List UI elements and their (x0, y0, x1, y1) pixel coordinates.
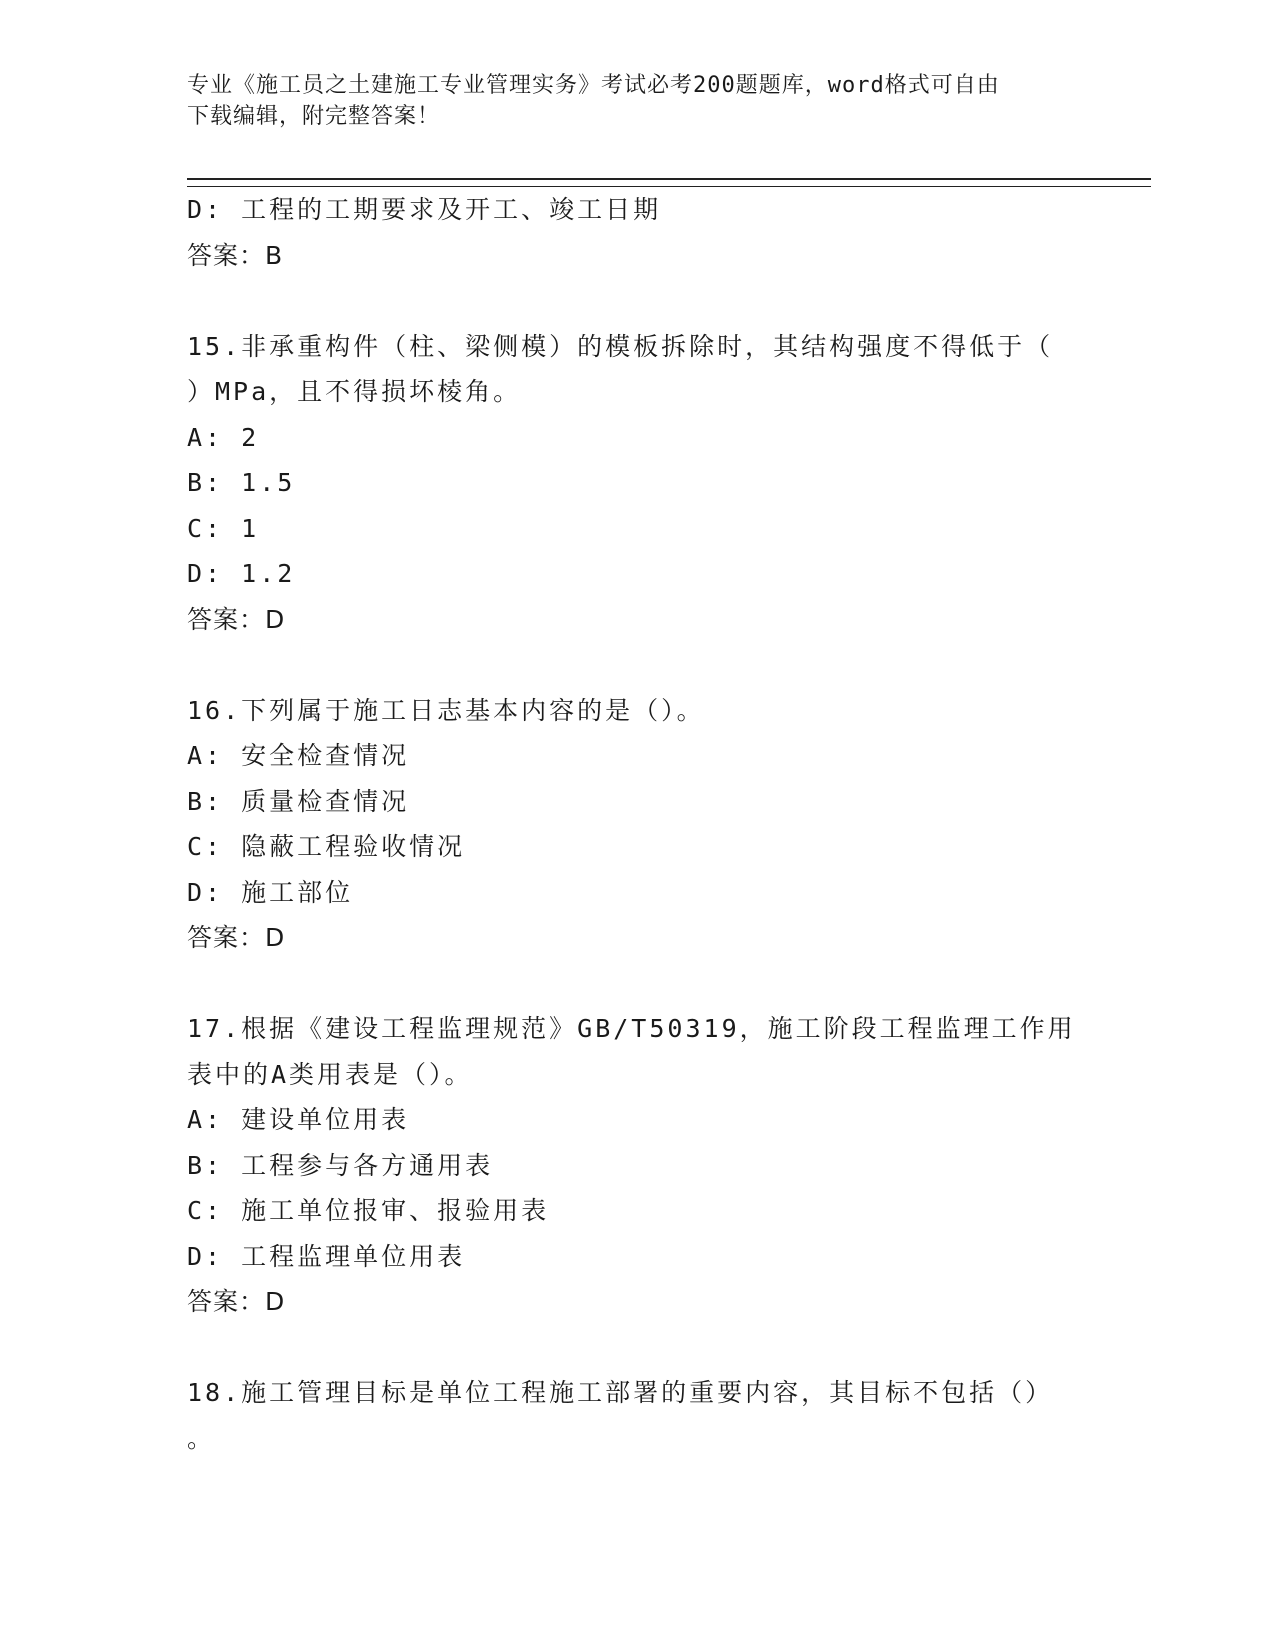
option-d: D: 工程的工期要求及开工、竣工日期 (187, 195, 662, 224)
option-b: B: 质量检查情况 (187, 786, 410, 816)
option-d: D: 施工部位 (187, 877, 354, 907)
question-list (187, 187, 1087, 1461)
option-c: C: 隐蔽工程验收情况 (187, 832, 466, 861)
question-18 (187, 1370, 1087, 1461)
question-gap (187, 278, 1087, 324)
header-line-2: 下载编辑，附完整答案！ (187, 104, 441, 129)
question-stem: 。 (187, 1423, 216, 1453)
option-a: A: 建设单位用表 (187, 1105, 410, 1134)
option-b: B: 1.5 (187, 468, 296, 497)
question-17 (187, 1006, 1087, 1325)
answer: 答案：D (187, 923, 286, 952)
question-stem: 15.非承重构件（柱、梁侧模）的模板拆除时，其结构强度不得低于（ (187, 331, 1054, 361)
question-gap (187, 642, 1087, 688)
question-15 (187, 324, 1087, 643)
option-a: A: 安全检查情况 (187, 741, 410, 770)
header-divider (187, 178, 1151, 187)
option-b: B: 工程参与各方通用表 (187, 1150, 494, 1180)
answer: 答案：D (187, 1287, 286, 1316)
option-c: C: 1 (187, 513, 260, 543)
question-stem: 18.施工管理目标是单位工程施工部署的重要内容，其目标不包括（） (187, 1378, 1054, 1407)
answer: 答案：D (187, 604, 286, 634)
header-line-1: 专业《施工员之土建施工专业管理实务》考试必考200题题库，word格式可自由 (187, 73, 1000, 98)
option-d: D: 工程监理单位用表 (187, 1241, 466, 1271)
document-header (187, 70, 1067, 132)
question-gap (187, 1325, 1087, 1371)
option-d: D: 1.2 (187, 559, 296, 588)
question-stem: 表中的A类用表是（）。 (187, 1059, 473, 1089)
question-stem: 17.根据《建设工程监理规范》GB/T50319，施工阶段工程监理工作用 (187, 1014, 1076, 1043)
question-stem: 16.下列属于施工日志基本内容的是（）。 (187, 695, 705, 725)
question-gap (187, 961, 1087, 1007)
question-stem: ）MPa，且不得损坏棱角。 (187, 377, 522, 406)
option-c: C: 施工单位报审、报验用表 (187, 1196, 550, 1225)
question-16 (187, 688, 1087, 961)
answer: 答案：B (187, 240, 284, 270)
option-a: A: 2 (187, 422, 260, 452)
